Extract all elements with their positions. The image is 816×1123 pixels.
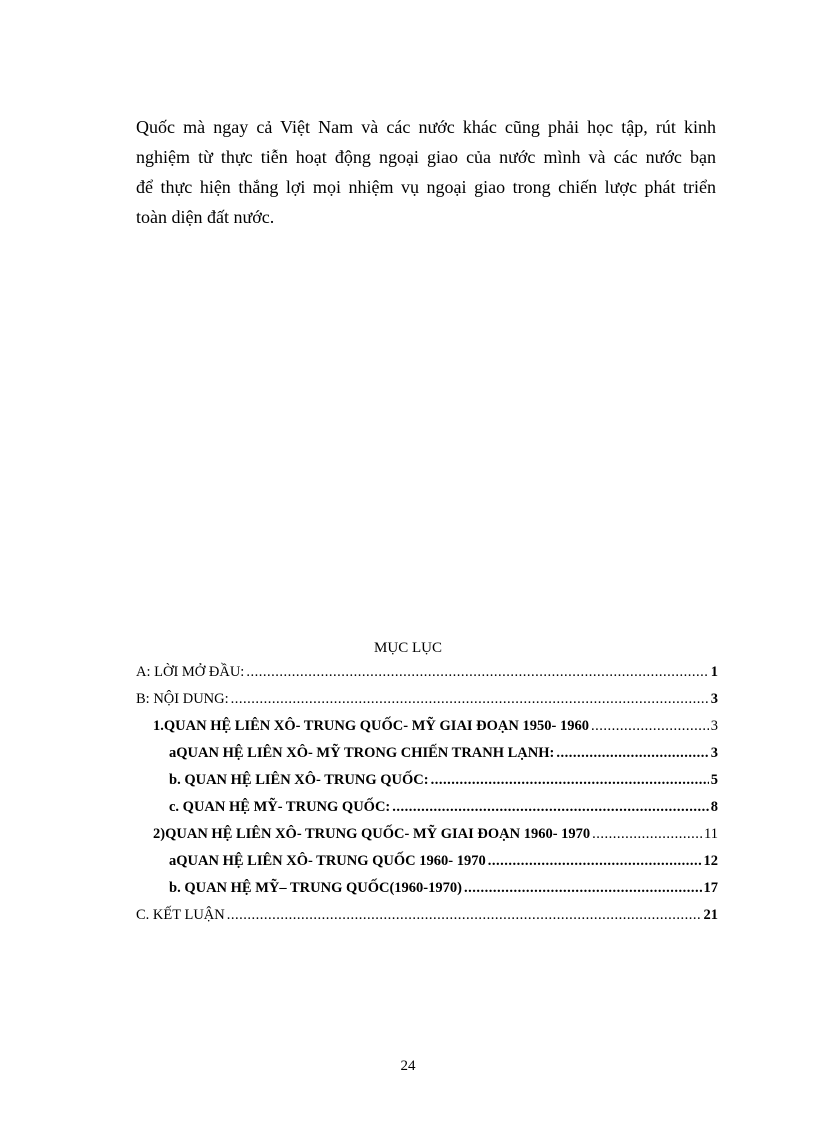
toc-entry-number: a [169, 853, 177, 869]
toc-entry-section-2b[interactable] [136, 880, 718, 907]
paragraph-line: để thực hiện thắng lợi mọi nhiệm vụ ngoại giao trong chiến lược phát triển [136, 177, 716, 197]
toc-entry-page: 3 [710, 745, 718, 761]
page-number: 24 [400, 1058, 416, 1074]
toc-entry-section-2[interactable] [136, 826, 718, 853]
toc-entry-conclusion[interactable] [136, 907, 718, 934]
toc-entry-page: 3 [710, 691, 718, 707]
toc-entry-section-1a[interactable] [136, 745, 718, 772]
toc-leader [231, 691, 709, 708]
toc-entry-page: 11 [704, 826, 718, 842]
toc-title: MỤC LỤC [374, 640, 442, 656]
paragraph-line: Quốc mà ngay cả Việt Nam và các nước khác cũng phải học tập, rút kinh [136, 117, 716, 137]
toc-entry-intro[interactable] [136, 664, 718, 691]
toc-leader [488, 853, 702, 870]
toc-leader [246, 664, 708, 681]
toc-entry-text: QUAN HỆ LIÊN XÔ- TRUNG QUỐC- MỸ GIAI ĐOẠN 1960- 1970 [165, 826, 591, 842]
toc-entry-page: 12 [703, 853, 718, 869]
toc-entry-section-1c[interactable] [136, 799, 718, 826]
toc-entry-page: 1 [710, 664, 718, 680]
table-of-contents [136, 664, 718, 934]
toc-leader [592, 826, 702, 843]
toc-entry-number: 1. [153, 718, 164, 734]
toc-entry-page: 21 [703, 907, 718, 923]
toc-leader [227, 907, 702, 924]
toc-entry-text: QUAN HỆ LIÊN XÔ- TRUNG QUỐC- MỸ GIAI ĐOẠN 1950- 1960 [163, 718, 589, 734]
toc-entry-text: QUAN HỆ LIÊN XÔ- MỸ TRONG CHIẾN TRANH LẠNH: [176, 745, 555, 761]
toc-entry-text: A: LỜI MỞ ĐẦU: [136, 664, 245, 680]
toc-entry-content[interactable] [136, 691, 718, 718]
toc-leader [556, 745, 708, 762]
toc-entry-text: C. KẾT LUẬN [136, 907, 225, 923]
toc-leader [464, 880, 702, 897]
toc-entry-number: 2) [153, 826, 166, 842]
toc-entry-text: b. QUAN HỆ LIÊN XÔ- TRUNG QUỐC: [169, 772, 429, 788]
paragraph-line: toàn diện đất nước. [136, 207, 275, 227]
toc-entry-section-1[interactable] [136, 718, 718, 745]
toc-entry-page: 3 [710, 718, 718, 734]
toc-entry-section-2a[interactable] [136, 853, 718, 880]
paragraph-line: nghiệm từ thực tiễn hoạt động ngoại giao của nước mình và các nước bạn [136, 147, 716, 167]
toc-entry-text: QUAN HỆ LIÊN XÔ- TRUNG QUỐC 1960- 1970 [176, 853, 486, 869]
toc-leader [392, 799, 709, 816]
toc-leader [431, 772, 709, 789]
toc-entry-page: 5 [710, 772, 718, 788]
toc-entry-page: 17 [703, 880, 718, 896]
toc-entry-number: a [169, 745, 177, 761]
toc-entry-text: c. QUAN HỆ MỸ- TRUNG QUỐC: [169, 799, 391, 815]
toc-entry-text: B: NỘI DUNG: [136, 691, 229, 707]
toc-entry-text: b. QUAN HỆ MỸ– TRUNG QUỐC(1960-1970) [169, 880, 462, 896]
toc-entry-page: 8 [710, 799, 718, 815]
toc-leader [591, 718, 709, 735]
toc-entry-section-1b[interactable] [136, 772, 718, 799]
body-paragraph [136, 112, 716, 232]
